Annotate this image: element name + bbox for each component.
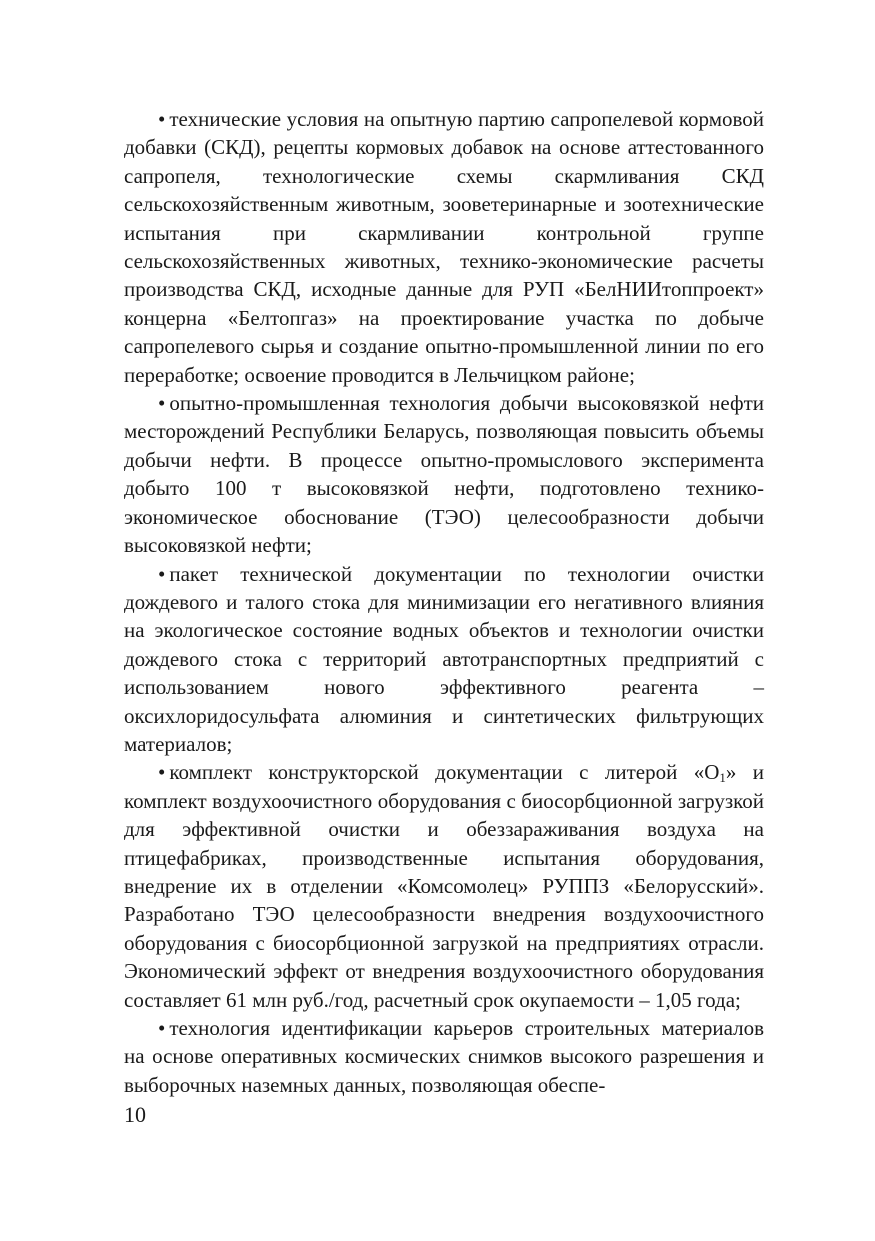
bullet: •: [158, 1016, 166, 1040]
page-number: 10: [124, 1102, 146, 1127]
list-item: [124, 560, 764, 759]
bullet: •: [158, 760, 166, 785]
paragraph-text: технические условия на опытную партию сапропелевой кормовой добавки (СКД), рецепты кормовых добавок на основе аттестованного сапропеля, технологические схемы скармливания СКД сельскохозяйственным животным, зооветеринарные и зоотехнические испытания при скармливании контрольной группе сельскохозяйственных животных, технико-экономические расчеты производства СКД, исходные данные для РУП «БелНИИтоппроект» концерна «Белтопгаз» на проектирование участка по добыче сапропелевого сырья и создание опытно-промышленной линии по его переработке; освоение проводится в Лельчицком районе;: [124, 107, 764, 387]
list-item: [124, 758, 764, 1014]
list-item: [124, 1014, 764, 1099]
paragraph-text: пакет технической документации по технологии очистки дождевого и талого стока для минимизации его негативного влияния на экологическое состояние водных объектов и технологии очистки дождевого стока с территорий автотранспортных предприятий с использованием нового эффективного реагента – оксихлоридосульфата алюминия и синтетических фильтрующих материалов;: [124, 561, 764, 756]
bullet: •: [158, 561, 166, 586]
bullet: •: [158, 107, 166, 131]
subscript-index: 1: [719, 770, 726, 786]
paragraph-text: опытно-промышленная технология добычи высоковязкой нефти месторождений Республики Беларусь, позволяющая повысить объемы добычи нефти. В процессе опытно-промыслового эксперимента добыто 100 т высоковязкой нефти, подготовлено технико-экономическое обоснование (ТЭО) целесообразности добычи высоковязкой нефти;: [124, 391, 764, 558]
bullet: •: [158, 391, 166, 416]
paragraph-text: » и комплект воздухоочистного оборудования с биосорбционной загрузкой для эффективной очистки и обеззараживания воздуха на птицефабриках, производственные испытания оборудования, внедрение их в отделении «Комсомолец» РУППЗ «Белорусский». Разработано ТЭО целесообразности внедрения воздухоочистного оборудования с биосорбционной загрузкой на предприятиях отрасли. Экономический эффект от внедрения воздухоочистного оборудования составляет 61 млн руб./год, расчетный срок окупаемости – 1,05 года;: [124, 760, 764, 1012]
paragraph-text: технология идентификации карьеров строительных материалов на основе оперативных космических снимков высокого разрешения и выборочных наземных данных, позволяющая обеспе-: [124, 1016, 764, 1097]
paragraph-text: комплект конструкторской документации с литерой «О: [169, 760, 720, 785]
list-item: [124, 105, 764, 389]
page-body: [124, 105, 764, 1099]
list-item: [124, 389, 764, 559]
